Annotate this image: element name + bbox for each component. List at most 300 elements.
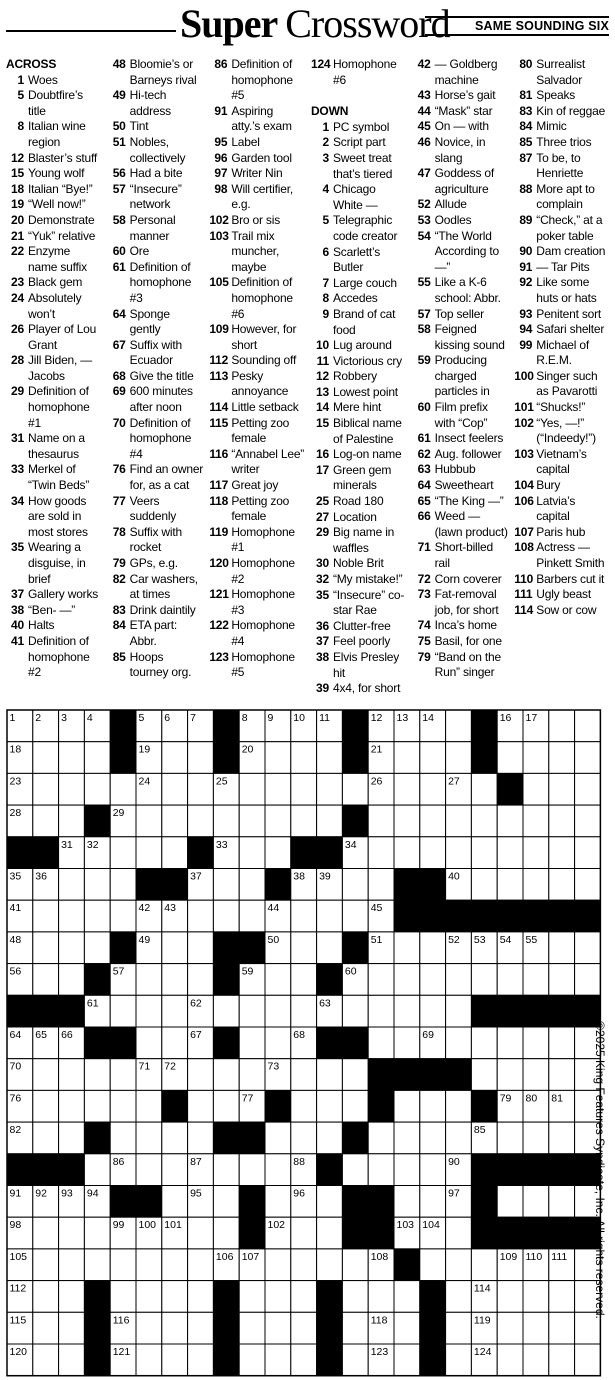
grid-cell[interactable]: [239, 1154, 265, 1186]
down-clue-text: Telegraphic code creator: [332, 213, 398, 243]
grid-cell[interactable]: [188, 1059, 214, 1091]
across-clue-text: Definition of homophone #3: [129, 259, 192, 305]
grid-cell[interactable]: [33, 1249, 59, 1281]
grid-cell[interactable]: [368, 1281, 394, 1313]
grid-cell[interactable]: [162, 1154, 188, 1186]
grid-cell[interactable]: [265, 1186, 291, 1218]
grid-cell[interactable]: [213, 805, 239, 837]
grid-cell[interactable]: [342, 1249, 368, 1281]
grid-cell[interactable]: [549, 1122, 575, 1154]
grid-cell[interactable]: [394, 1027, 420, 1059]
grid-cell[interactable]: [110, 773, 136, 805]
grid-cell[interactable]: [420, 1186, 446, 1218]
grid-cell[interactable]: [497, 742, 523, 774]
grid-cell[interactable]: [33, 1217, 59, 1249]
grid-cell[interactable]: [497, 1281, 523, 1313]
grid-cell[interactable]: [523, 1122, 549, 1154]
grid-cell[interactable]: [265, 1027, 291, 1059]
grid-cell[interactable]: [575, 1344, 601, 1376]
grid-cell[interactable]: [575, 869, 601, 901]
grid-cell[interactable]: [213, 900, 239, 932]
grid-cell[interactable]: [420, 1122, 446, 1154]
grid-cell[interactable]: [110, 995, 136, 1027]
grid-cell[interactable]: [136, 1312, 162, 1344]
grid-cell[interactable]: [446, 1122, 472, 1154]
grid-cell[interactable]: [549, 964, 575, 996]
across-clue: [108, 166, 204, 182]
grid-cell[interactable]: [59, 805, 85, 837]
grid-cell[interactable]: [84, 1059, 110, 1091]
grid-cell[interactable]: [471, 964, 497, 996]
grid-cell[interactable]: [162, 773, 188, 805]
grid-cell[interactable]: [420, 964, 446, 996]
grid-cell[interactable]: [291, 964, 317, 996]
grid-cell[interactable]: [84, 773, 110, 805]
grid-cell[interactable]: [136, 1154, 162, 1186]
grid-cell[interactable]: [497, 1344, 523, 1376]
grid-cell[interactable]: [291, 1059, 317, 1091]
grid-cell[interactable]: [162, 1344, 188, 1376]
grid-cell[interactable]: [394, 1186, 420, 1218]
grid-cell[interactable]: [213, 995, 239, 1027]
grid-cell[interactable]: [394, 964, 420, 996]
grid-cell[interactable]: [291, 1122, 317, 1154]
grid-cell[interactable]: [188, 742, 214, 774]
grid-cell[interactable]: [162, 1312, 188, 1344]
grid-cell[interactable]: [446, 1090, 472, 1122]
grid-cell[interactable]: [162, 932, 188, 964]
grid-cell[interactable]: [394, 773, 420, 805]
grid-cell[interactable]: [497, 1122, 523, 1154]
across-clue: [108, 556, 204, 572]
grid-cell[interactable]: [162, 1186, 188, 1218]
grid-cell[interactable]: [549, 1312, 575, 1344]
grid-cell[interactable]: [110, 900, 136, 932]
crossword-grid[interactable]: [6, 709, 602, 1377]
grid-cell[interactable]: [317, 1186, 343, 1218]
grid-cell[interactable]: [575, 742, 601, 774]
grid-cell[interactable]: [317, 773, 343, 805]
grid-cell[interactable]: [188, 1344, 214, 1376]
grid-cell[interactable]: [265, 1249, 291, 1281]
down-clue-text: Location: [332, 509, 377, 524]
grid-cell[interactable]: [317, 805, 343, 837]
grid-cell[interactable]: [394, 1154, 420, 1186]
grid-cell[interactable]: [446, 1312, 472, 1344]
grid-cell[interactable]: [523, 1027, 549, 1059]
grid-cell[interactable]: [84, 1090, 110, 1122]
grid-cell[interactable]: [420, 742, 446, 774]
grid-cell[interactable]: [188, 805, 214, 837]
grid-cell[interactable]: [59, 1281, 85, 1313]
grid-cell[interactable]: [471, 1249, 497, 1281]
grid-cell[interactable]: [188, 1122, 214, 1154]
grid-cell[interactable]: [84, 742, 110, 774]
grid-cell[interactable]: [471, 805, 497, 837]
grid-cell[interactable]: [213, 1090, 239, 1122]
grid-cell[interactable]: [59, 1217, 85, 1249]
grid-cell[interactable]: [317, 1059, 343, 1091]
grid-cell[interactable]: [239, 1059, 265, 1091]
black-square: [265, 1090, 291, 1122]
grid-cell[interactable]: [471, 1059, 497, 1091]
grid-cell[interactable]: [239, 837, 265, 869]
cell-number: 35: [9, 870, 22, 883]
grid-cell[interactable]: [162, 964, 188, 996]
grid-cell[interactable]: [368, 805, 394, 837]
grid-cell[interactable]: [265, 1312, 291, 1344]
grid-cell[interactable]: [394, 1122, 420, 1154]
grid-cell[interactable]: [549, 837, 575, 869]
grid-cell[interactable]: [549, 710, 575, 742]
grid-cell[interactable]: [394, 742, 420, 774]
grid-cell[interactable]: [136, 1122, 162, 1154]
across-clue: [6, 353, 102, 384]
grid-cell[interactable]: [420, 1249, 446, 1281]
grid-cell[interactable]: [110, 1249, 136, 1281]
grid-cell[interactable]: [213, 1154, 239, 1186]
grid-cell[interactable]: [188, 1217, 214, 1249]
grid-cell[interactable]: [549, 1059, 575, 1091]
grid-cell[interactable]: [265, 805, 291, 837]
grid-cell[interactable]: [523, 1344, 549, 1376]
grid-cell[interactable]: [446, 837, 472, 869]
grid-cell[interactable]: [317, 1249, 343, 1281]
grid-cell[interactable]: [33, 805, 59, 837]
grid-cell[interactable]: [523, 1186, 549, 1218]
grid-cell[interactable]: [446, 1344, 472, 1376]
grid-cell[interactable]: [549, 1281, 575, 1313]
grid-cell[interactable]: [33, 1344, 59, 1376]
grid-cell[interactable]: [368, 1122, 394, 1154]
grid-cell[interactable]: [188, 1312, 214, 1344]
grid-cell[interactable]: [110, 1059, 136, 1091]
grid-cell[interactable]: [317, 1217, 343, 1249]
across-clue-number: 117: [209, 478, 229, 493]
grid-cell[interactable]: [265, 964, 291, 996]
across-clue: [6, 88, 102, 119]
grid-cell[interactable]: [368, 995, 394, 1027]
grid-cell[interactable]: [497, 1027, 523, 1059]
grid-cell[interactable]: [446, 805, 472, 837]
across-clue-number: 123: [209, 649, 229, 664]
grid-cell[interactable]: [291, 1312, 317, 1344]
across-clue-number: 41: [11, 633, 24, 648]
grid-cell[interactable]: [291, 1344, 317, 1376]
grid-cell[interactable]: [239, 869, 265, 901]
grid-cell[interactable]: [33, 1090, 59, 1122]
grid-cell[interactable]: [110, 1090, 136, 1122]
grid-cell[interactable]: [239, 900, 265, 932]
grid-cell[interactable]: [33, 900, 59, 932]
grid-cell[interactable]: [575, 964, 601, 996]
grid-cell[interactable]: [549, 869, 575, 901]
grid-cell[interactable]: [523, 1312, 549, 1344]
grid-cell[interactable]: [523, 964, 549, 996]
grid-cell[interactable]: [239, 805, 265, 837]
grid-cell[interactable]: [549, 932, 575, 964]
grid-cell[interactable]: [575, 710, 601, 742]
grid-cell[interactable]: [239, 995, 265, 1027]
grid-cell[interactable]: [59, 1312, 85, 1344]
grid-cell[interactable]: [136, 1249, 162, 1281]
grid-cell[interactable]: [239, 773, 265, 805]
grid-cell[interactable]: [162, 742, 188, 774]
grid-cell[interactable]: [59, 1344, 85, 1376]
grid-cell[interactable]: [291, 932, 317, 964]
grid-cell[interactable]: [471, 837, 497, 869]
grid-cell[interactable]: [342, 1312, 368, 1344]
down-clue-number: 7: [322, 275, 329, 290]
down-clue-number: 4: [322, 182, 329, 197]
grid-cell[interactable]: [497, 1059, 523, 1091]
grid-cell[interactable]: [188, 1281, 214, 1313]
grid-cell[interactable]: [136, 995, 162, 1027]
grid-cell[interactable]: [291, 995, 317, 1027]
grid-cell[interactable]: [575, 773, 601, 805]
grid-cell[interactable]: [265, 773, 291, 805]
grid-cell[interactable]: [394, 1281, 420, 1313]
grid-cell[interactable]: [342, 1154, 368, 1186]
grid-cell[interactable]: [291, 805, 317, 837]
grid-cell[interactable]: [497, 964, 523, 996]
grid-cell[interactable]: [136, 1344, 162, 1376]
grid-cell[interactable]: [162, 805, 188, 837]
grid-cell[interactable]: [549, 1186, 575, 1218]
grid-svg[interactable]: [6, 709, 602, 1377]
grid-cell[interactable]: [471, 1027, 497, 1059]
grid-cell[interactable]: [394, 1090, 420, 1122]
grid-cell[interactable]: [497, 805, 523, 837]
grid-cell[interactable]: [265, 995, 291, 1027]
grid-cell[interactable]: [59, 932, 85, 964]
black-square: [136, 869, 162, 901]
grid-cell[interactable]: [523, 1059, 549, 1091]
grid-cell[interactable]: [136, 1027, 162, 1059]
grid-cell[interactable]: [446, 742, 472, 774]
grid-cell[interactable]: [59, 742, 85, 774]
grid-cell[interactable]: [110, 837, 136, 869]
grid-cell[interactable]: [446, 1027, 472, 1059]
grid-cell[interactable]: [291, 1281, 317, 1313]
grid-cell[interactable]: [523, 773, 549, 805]
down-clue-text: Hubbub: [434, 462, 476, 477]
grid-cell[interactable]: [420, 837, 446, 869]
grid-cell[interactable]: [446, 1249, 472, 1281]
grid-cell[interactable]: [317, 742, 343, 774]
down-clue-text: “Yes, —!” (“Indeedy!”): [536, 415, 596, 446]
grid-cell[interactable]: [84, 900, 110, 932]
grid-cell[interactable]: [84, 932, 110, 964]
grid-cell[interactable]: [394, 837, 420, 869]
grid-cell[interactable]: [188, 964, 214, 996]
grid-cell[interactable]: [575, 932, 601, 964]
grid-cell[interactable]: [368, 1027, 394, 1059]
grid-cell[interactable]: [446, 710, 472, 742]
grid-cell[interactable]: [188, 900, 214, 932]
grid-cell[interactable]: [239, 1027, 265, 1059]
grid-cell[interactable]: [59, 773, 85, 805]
grid-cell[interactable]: [549, 773, 575, 805]
grid-cell[interactable]: [265, 1154, 291, 1186]
grid-cell[interactable]: [84, 1154, 110, 1186]
grid-cell[interactable]: [446, 1217, 472, 1249]
grid-cell[interactable]: [59, 1249, 85, 1281]
grid-cell[interactable]: [188, 1090, 214, 1122]
grid-cell[interactable]: [136, 1090, 162, 1122]
grid-cell[interactable]: [342, 1090, 368, 1122]
across-clue-text: Garden tool: [231, 150, 292, 165]
grid-cell[interactable]: [213, 1059, 239, 1091]
grid-cell[interactable]: [84, 1249, 110, 1281]
grid-cell[interactable]: [549, 805, 575, 837]
grid-cell[interactable]: [136, 1281, 162, 1313]
grid-cell[interactable]: [446, 964, 472, 996]
grid-cell[interactable]: [471, 869, 497, 901]
grid-cell[interactable]: [368, 837, 394, 869]
grid-cell[interactable]: [420, 773, 446, 805]
grid-cell[interactable]: [162, 1027, 188, 1059]
grid-cell[interactable]: [394, 932, 420, 964]
grid-cell[interactable]: [33, 742, 59, 774]
grid-cell[interactable]: [420, 1154, 446, 1186]
grid-cell[interactable]: [291, 1090, 317, 1122]
grid-cell[interactable]: [59, 1059, 85, 1091]
grid-cell[interactable]: [523, 742, 549, 774]
grid-cell[interactable]: [420, 995, 446, 1027]
grid-cell[interactable]: [575, 837, 601, 869]
down-clue: [311, 416, 407, 447]
grid-cell[interactable]: [239, 1344, 265, 1376]
grid-cell[interactable]: [110, 869, 136, 901]
grid-cell[interactable]: [33, 1312, 59, 1344]
grid-cell[interactable]: [317, 932, 343, 964]
grid-cell[interactable]: [33, 964, 59, 996]
grid-cell[interactable]: [394, 1344, 420, 1376]
grid-cell[interactable]: [446, 995, 472, 1027]
grid-cell[interactable]: [317, 900, 343, 932]
grid-cell[interactable]: [213, 1186, 239, 1218]
grid-cell[interactable]: [420, 932, 446, 964]
grid-cell[interactable]: [162, 1281, 188, 1313]
grid-cell[interactable]: [188, 932, 214, 964]
grid-cell[interactable]: [549, 742, 575, 774]
grid-cell[interactable]: [523, 1281, 549, 1313]
grid-cell[interactable]: [33, 1281, 59, 1313]
grid-cell[interactable]: [368, 869, 394, 901]
grid-cell[interactable]: [188, 1249, 214, 1281]
grid-cell[interactable]: [265, 1344, 291, 1376]
down-clue-number: 39: [316, 681, 329, 696]
grid-cell[interactable]: [291, 773, 317, 805]
grid-cell[interactable]: [523, 805, 549, 837]
grid-cell[interactable]: [342, 995, 368, 1027]
grid-cell[interactable]: [317, 1090, 343, 1122]
grid-cell[interactable]: [84, 869, 110, 901]
grid-cell[interactable]: [523, 869, 549, 901]
grid-cell[interactable]: [59, 1090, 85, 1122]
grid-cell[interactable]: [33, 1059, 59, 1091]
grid-cell[interactable]: [136, 964, 162, 996]
cell-number: 124: [473, 1346, 492, 1358]
grid-cell[interactable]: [368, 1154, 394, 1186]
grid-cell[interactable]: [213, 869, 239, 901]
grid-cell[interactable]: [497, 837, 523, 869]
grid-cell[interactable]: [291, 1249, 317, 1281]
grid-cell[interactable]: [549, 1344, 575, 1376]
grid-cell[interactable]: [394, 805, 420, 837]
grid-cell[interactable]: [110, 1122, 136, 1154]
grid-cell[interactable]: [136, 837, 162, 869]
grid-cell[interactable]: [420, 1090, 446, 1122]
grid-cell[interactable]: [342, 773, 368, 805]
across-clue-number: 83: [112, 602, 126, 617]
grid-cell[interactable]: [136, 805, 162, 837]
grid-cell[interactable]: [342, 1281, 368, 1313]
grid-cell[interactable]: [342, 1344, 368, 1376]
grid-cell[interactable]: [342, 900, 368, 932]
grid-cell[interactable]: [239, 1281, 265, 1313]
grid-cell[interactable]: [59, 900, 85, 932]
down-clue-text: Lowest point: [332, 384, 398, 399]
grid-cell[interactable]: [59, 964, 85, 996]
grid-cell[interactable]: [368, 964, 394, 996]
grid-cell[interactable]: [446, 1281, 472, 1313]
grid-cell[interactable]: [317, 1122, 343, 1154]
grid-cell[interactable]: [265, 837, 291, 869]
cell-number: 57: [112, 965, 125, 978]
grid-cell[interactable]: [33, 932, 59, 964]
grid-cell[interactable]: [497, 869, 523, 901]
grid-cell[interactable]: [394, 1312, 420, 1344]
grid-cell[interactable]: [162, 837, 188, 869]
down-clue-number: 114: [514, 602, 534, 617]
grid-cell[interactable]: [342, 869, 368, 901]
down-clue: [311, 494, 407, 510]
grid-cell[interactable]: [291, 900, 317, 932]
grid-cell[interactable]: [265, 742, 291, 774]
grid-cell[interactable]: [162, 1122, 188, 1154]
grid-cell[interactable]: [239, 1312, 265, 1344]
grid-cell[interactable]: [33, 1122, 59, 1154]
grid-cell[interactable]: [291, 1217, 317, 1249]
grid-cell[interactable]: [84, 1217, 110, 1249]
grid-cell[interactable]: [291, 742, 317, 774]
grid-cell[interactable]: [497, 1312, 523, 1344]
grid-cell[interactable]: [188, 773, 214, 805]
grid-cell[interactable]: [549, 1027, 575, 1059]
grid-cell[interactable]: [110, 1281, 136, 1313]
grid-cell[interactable]: [497, 1186, 523, 1218]
grid-cell[interactable]: [265, 1122, 291, 1154]
black-square: [265, 869, 291, 901]
grid-cell[interactable]: [33, 773, 59, 805]
grid-cell[interactable]: [162, 1249, 188, 1281]
grid-cell[interactable]: [162, 995, 188, 1027]
grid-cell[interactable]: [342, 1059, 368, 1091]
grid-cell[interactable]: [394, 995, 420, 1027]
grid-cell[interactable]: [213, 1217, 239, 1249]
grid-cell[interactable]: [471, 773, 497, 805]
grid-cell[interactable]: [523, 837, 549, 869]
grid-cell[interactable]: [420, 805, 446, 837]
grid-cell[interactable]: [59, 869, 85, 901]
across-clue-text: Homophone #1: [231, 524, 295, 555]
grid-cell[interactable]: [265, 1281, 291, 1313]
grid-cell[interactable]: [59, 1122, 85, 1154]
across-clue-text: Wearing a disguise, in brief: [28, 540, 86, 586]
grid-cell[interactable]: [575, 805, 601, 837]
